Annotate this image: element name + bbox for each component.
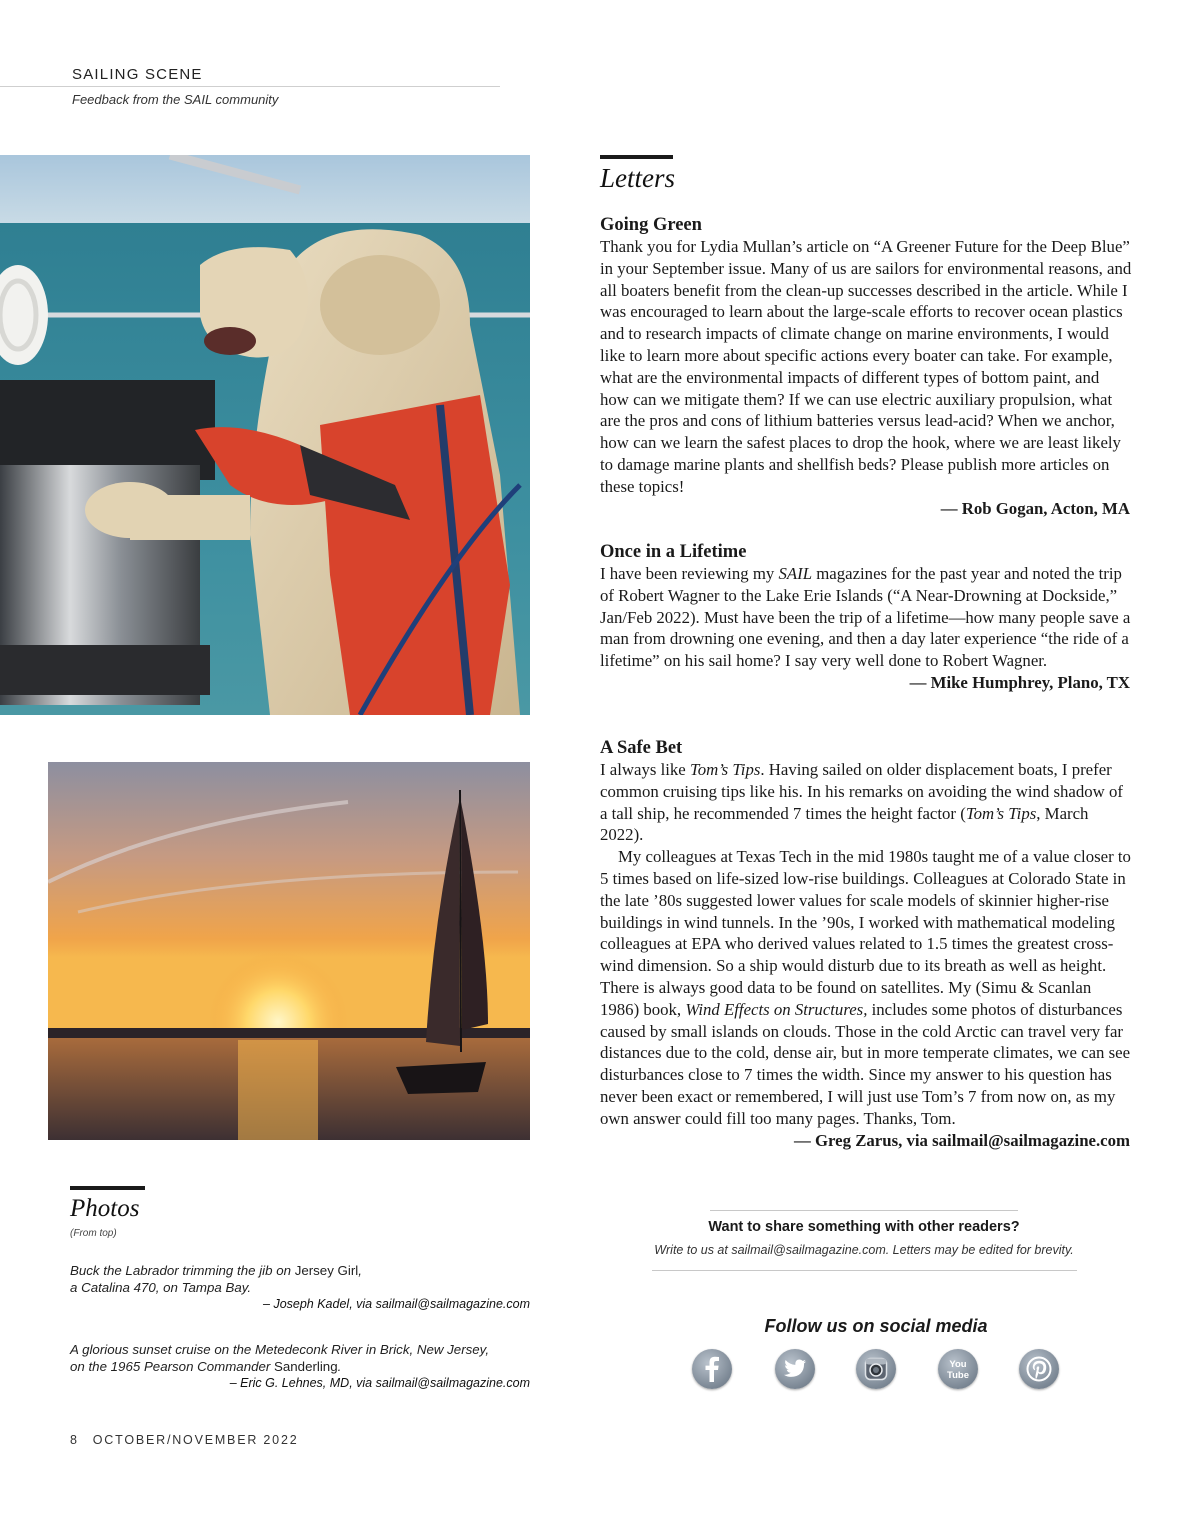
instagram-icon[interactable] (856, 1349, 896, 1389)
letters-heading: Letters (600, 163, 676, 193)
letter-body-paragraph-1: I always like Tom’s Tips. Having sailed on older displacement boats, I prefer common cruising tips like his. In his remarks on avoiding the wind shadow of a tall ship, he recommended 7 times the height factor (Tom’s Tips, March 2022). (600, 760, 1123, 845)
letter-body: I have been reviewing my SAIL magazines for the past year and noted the trip of Robert Wagner to the Lake Erie Islands (“A Near-Drowning at Dockside,” Jan/Feb 2022). Must have been the trip of a lifetime—how many people save a man from drowning one evening, and then a day later experience “the ride of a lifetime” on his sail home? I say very well done to Robert Wagner. (600, 564, 1131, 671)
issue-date: OCTOBER/NOVEMBER 2022 (92, 1433, 299, 1447)
photo-credit: – Eric G. Lehnes, MD, via sailmail@sailmagazine.com (229, 1376, 530, 1390)
letter-a-safe-bet (600, 737, 1132, 1152)
photos-order-note: (From top) (70, 1228, 117, 1239)
facebook-icon[interactable] (692, 1349, 732, 1389)
youtube-icon[interactable] (938, 1349, 978, 1389)
pinterest-icon[interactable] (1019, 1349, 1059, 1389)
photo-caption-sunset: A glorious sunset cruise on the Metedeconk River in Brick, New Jersey, on the 1965 Pearson Commander Sanderling. – Eric G. Lehnes, MD, via sailmail@sailmagazine.com (70, 1342, 530, 1390)
section-subtitle: Feedback from the SAIL community (72, 92, 279, 107)
svg-text:You: You (949, 1359, 967, 1370)
letter-signature: — Rob Gogan, Acton, MA (940, 498, 1130, 518)
photos-heading: Photos (70, 1195, 140, 1222)
letter-title: Once in a Lifetime (600, 542, 747, 562)
letter-body-paragraph-2: My colleagues at Texas Tech in the mid 1980s taught me of a value closer to 5 times based on life-sized low-rise buildings. Colleagues at Colorado State in the late ’80s suggested lower values for scale models of skinnier higher-rise buildings in wind tunnels. In the ’90s, I worked with mathematical modeling colleagues at EPA who derived values related to 1.5 times the greatest cross-wind dimension. So a ship would disturb due to its breath as well as height. There is always good data to be found on satellites. My (Simu & Scanlan 1986) book, Wind Effects on Structures, includes some photos of disturbances caused by small islands on clouds. Those in the cold Arctic can travel very far distances due to the cold, dense air, but in more temperate climates, we can see disturbances close to 7 times the width. Since my answer to his question has never been exact or remembered, I will just use Tom’s 7 from now on, as my own answer could fill too many pages. Thanks, Tom. (600, 847, 1131, 1128)
photos-heading-rule (70, 1186, 145, 1190)
sunset-sailboat-photo (48, 762, 530, 1140)
letter-body: Thank you for Lydia Mullan’s article on “A Greener Future for the Deep Blue” in your September issue. Many of us are sailors for environmental reasons, and all boaters benefit from the clean-up successes described in the article. While I was encouraged to learn about the large-scale efforts to recover ocean plastics and to research impacts of climate change on marine environments, I would like to learn more about specific actions every boater can take. For example, what are the environmental impacts of different types of bottom paint, and how can we mitigate them? If we can use electric auxiliary propulsion, what are the pros and cons of lithium batteries versus lead-acid? When we anchor, how can we learn the safest places to drop the hook, where we are least likely to damage marine plants and shellfish beds? Please publish more articles on these topics! (600, 237, 1132, 496)
letter-signature: — Greg Zarus, via sailmail@sailmagazine.com (794, 1130, 1130, 1150)
photo-caption-dog: Buck the Labrador trimming the jib on Jersey Girl, a Catalina 470, on Tampa Bay. – Joseph Kadel, via sailmail@sailmagazine.com (70, 1263, 530, 1311)
dog-photo (0, 155, 530, 715)
letter-signature: — Mike Humphrey, Plano, TX (909, 672, 1130, 692)
svg-text:Tube: Tube (947, 1370, 969, 1381)
share-box-bottom-rule (652, 1270, 1077, 1271)
section-title: SAILING SCENE (72, 66, 203, 83)
share-box-text: Write to us at sailmail@sailmagazine.com. Letters may be edited for brevity. (654, 1243, 1074, 1257)
share-box-top-rule (710, 1210, 1018, 1211)
share-box-title: Want to share something with other readers? (708, 1219, 1020, 1235)
twitter-icon[interactable] (775, 1349, 815, 1389)
letters-heading-rule (600, 155, 673, 159)
letter-going-green (600, 214, 1132, 520)
follow-social-label: Follow us on social media (764, 1316, 988, 1336)
letter-title: Going Green (600, 215, 702, 235)
letter-once-in-a-lifetime (600, 541, 1132, 694)
letter-title: A Safe Bet (600, 738, 683, 758)
header-divider (0, 86, 500, 87)
page-number: 8 (70, 1433, 79, 1447)
photo-credit: – Joseph Kadel, via sailmail@sailmagazine.com (263, 1297, 530, 1311)
page-footer (70, 1433, 298, 1447)
